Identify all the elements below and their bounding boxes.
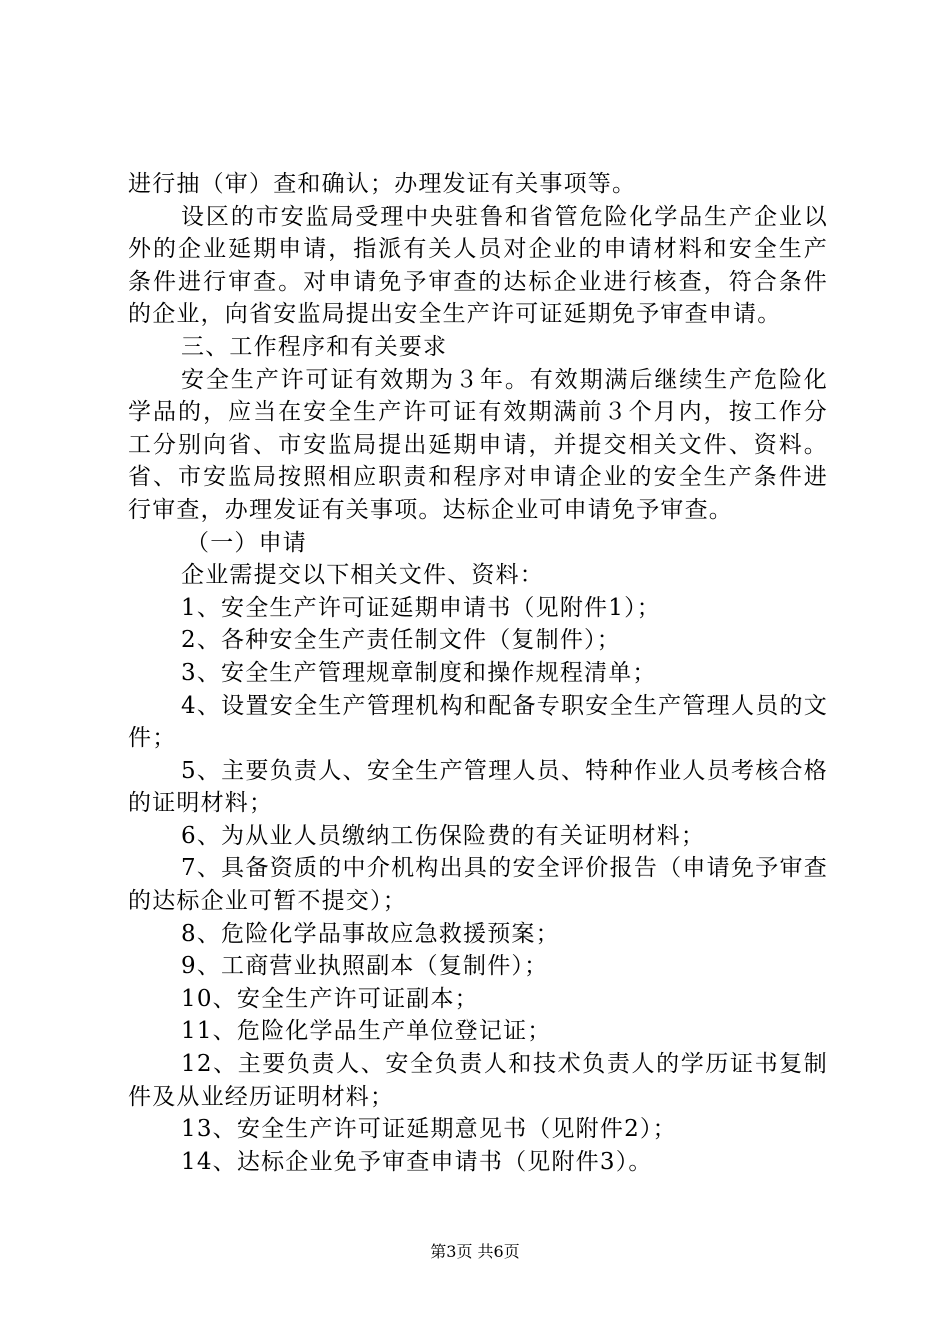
list-item: 6、为从业人员缴纳工伤保险费的有关证明材料； xyxy=(181,822,706,849)
list-item: 2、各种安全生产责任制文件（复制件）； xyxy=(181,627,621,654)
document-body xyxy=(128,168,828,1178)
list-item: 4、设置安全生产管理机构和配备专职安全生产管理人员的文件； xyxy=(128,692,828,752)
paragraph-required-documents: 企业需提交以下相关文件、资料： xyxy=(181,562,544,589)
list-item: 1、安全生产许可证延期申请书（见附件1）； xyxy=(181,594,661,621)
list-item: 10、安全生产许可证副本； xyxy=(181,985,479,1012)
list-item: 8、危险化学品事故应急救援预案； xyxy=(181,920,560,947)
subsection-heading-application: （一）申请 xyxy=(186,529,307,556)
paragraph-district-bureau: 设区的市安监局受理中央驻鲁和省管危险化学品生产企业以外的企业延期申请，指派有关人员对企业的申请材料和安全生产条件进行审查。对申请免予审查的达标企业进行核查，符合条件的企业，向省安监局提出安全生产许可证延期免予审查申请。 xyxy=(128,203,828,328)
paragraph-continuation: 进行抽（审）查和确认；办理发证有关事项等。 xyxy=(128,171,637,197)
list-item: 5、主要负责人、安全生产管理人员、特种作业人员考核合格的证明材料； xyxy=(128,757,828,817)
list-item: 9、工商营业执照副本（复制件）； xyxy=(181,953,549,980)
paragraph-validity-period: 安全生产许可证有效期为３年。有效期满后继续生产危险化学品的，应当在安全生产许可证有效期满前３个月内，按工作分工分别向省、市安监局提出延期申请，并提交相关文件、资料。省、市安监局按照相应职责和程序对申请企业的安全生产条件进行审查，办理发证有关事项。达标企业可申请免予审查。 xyxy=(128,366,828,523)
list-item: 12、主要负责人、安全负责人和技术负责人的学历证书复制件及从业经历证明材料； xyxy=(128,1051,828,1110)
list-item: 7、具备资质的中介机构出具的安全评价报告（申请免予审查的达标企业可暂不提交）； xyxy=(128,855,828,915)
page-number-footer: 第3页 共6页 xyxy=(430,1242,520,1261)
list-item: 3、安全生产管理规章制度和操作规程清单； xyxy=(181,659,657,686)
section-heading-procedures: 三、工作程序和有关要求 xyxy=(181,333,448,360)
list-item: 13、安全生产许可证延期意见书（见附件2）； xyxy=(181,1116,677,1143)
list-item: 11、危险化学品生产单位登记证； xyxy=(181,1018,552,1045)
list-item: 14、达标企业免予审查申请书（见附件3）。 xyxy=(181,1148,653,1175)
